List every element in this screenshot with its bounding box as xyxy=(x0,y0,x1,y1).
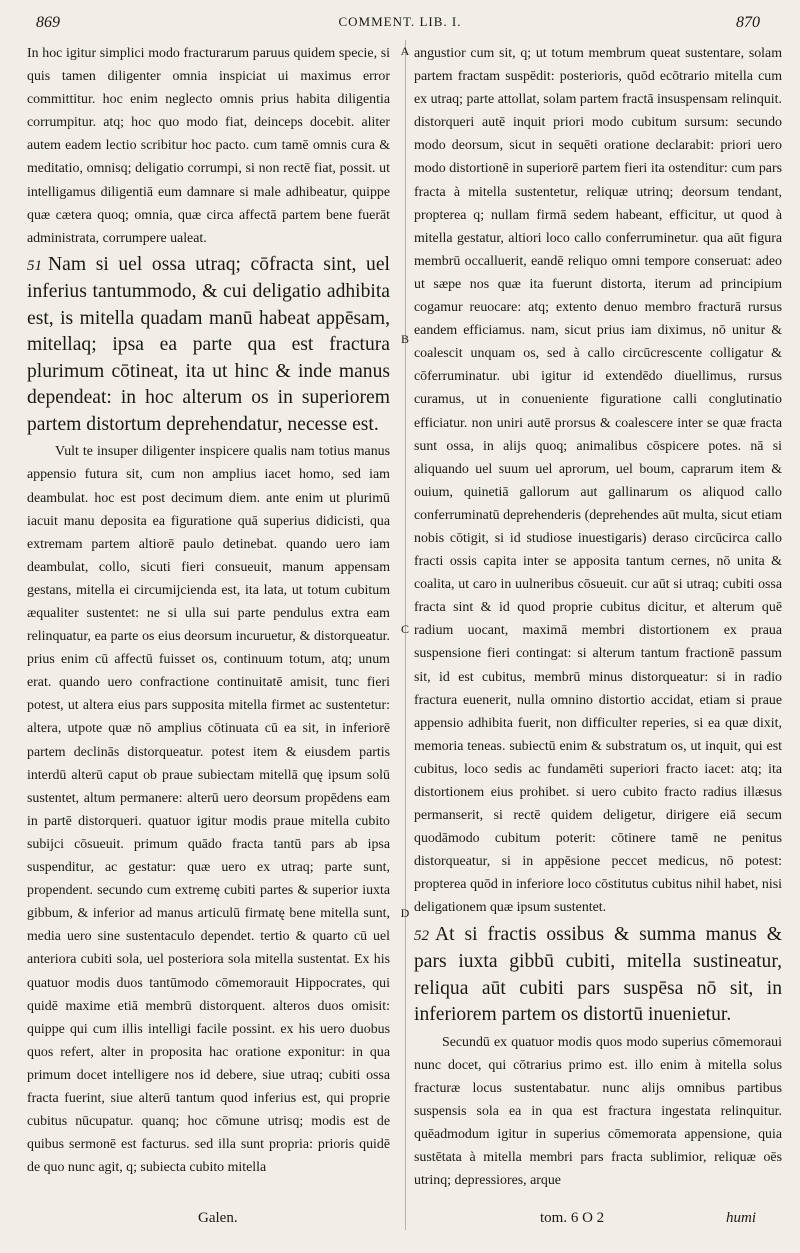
right-paragraph-3: Secundū ex quatuor modis quos modo superius cōmemoraui nunc docet, qui cōtrarius primo est. illo enim à mitella solus fracturæ locus sustentabatur. nunc alijs omnibus partibus suspensis sola ea in qua est fractura ingestata relinquitur. quēadmodum igitur in superius cōmemorata appensione, quia sustētata à mitella membri pars fracta sublimior, reliquæ oēs utrinq; depressiores, arque xyxy=(414,1034,782,1189)
signature-mark: tom. 6 O 2 xyxy=(540,1210,605,1226)
left-column xyxy=(27,42,390,1232)
right-lemma xyxy=(414,922,782,1029)
left-paragraph-3: Vult te insuper diligenter inspicere qualis nam totius manus appensio futura sit, cum non amplius iacet homo, sed iam deambulat. hoc est post decimum diem. ante enim ut plurimū iacuit manu deposita ea figuratione quā superius didicisti, qua extremam partem altiorē paulo detinebat. quando uero iam deambulat, collo, sicuti fieri consueuit, manum appensam gestans, mitella ei circumijcienda est, ita lata, ut totum cubitum æqualiter sustentet: ne si ulla sui parte pendulus extra eam relinquatur, ea parte os eius deorsum incuruetur, & distorqueatur. prius enim cū affectū fuisset os, continuum totum, atq; unum erat. quando uero confractione continuitatē amisit, tunc fieri potest, ut altera eius pars supposita mitella firmet ac sustentetur: altera, utpote quæ nō amplius cōtinuata cū ea sit, in inferiorē partem declinās distorqueatur. potest item & eiusdem partis interdū alterū caput ob praue subiectam mitellā quę ipsum solū sustentet, altum permanere: alterū uero deorsum propēdens eam in partē distorqueri. quatuor igitur modis praue mitella cubito subijci cōsueuit. primum quādo fracta tantū pars ab ipsa suspenditur, ac gestatur: quæ uero ex utraq; parte sunt, propendent. secundo cum extremę cubiti partes & superior iuxta gibbum, & inferior ad manus articulū firmatę bene mitella sunt, media uero sine sustentaculo dependet. tertio & quarto cū uel anteriora cubiti sola, uel posteriora sola mitella sustentat. Ex his quatuor modis duos tantūmodo cōmemorauit Hippocrates, qui quidē maxime etiā membrū distorquent. alteros duos omisit: quippe qui cum illis intelligi facile possint. ex his uero duobus quos refert, alter in proposita hac oratione exponitur: in qua primum docet intelligere nos id debere, siue utraq; cubiti ossa fracta fuerint, siue alterū tantum quod inferius est, qui proprie cubitus nūcupatur. quanq; hoc cōmune utrisq; modis est de quibus sermonē est facturus. sed illa sunt propria: prioris quidē de quo nunc agit, q; subiecta cubito mitella xyxy=(27,444,390,1176)
margin-letter-d: D xyxy=(400,906,410,920)
lemma-text: Nam si uel ossa utraq; cōfracta sint, uel inferius tantummodo, & cui deligatio adhibita est, is mitella quadam manū habeat appēsam, mitellaq; ipsa ea parte qua est fractura plurimum cōtineat, ita ut hinc & inde manus dependeat: in hoc alterum os in superiorem partem distortum deprehendatur, necesse est. xyxy=(27,253,390,435)
right-column xyxy=(414,42,782,1232)
right-paragraph-1: angustior cum sit, q; ut totum membrum queat sustentare, solam partem fractam suspēdit: posterioris, quōd ecōtrario mitella cum ex utraq; parte attollat, solam partem fractā insuspensam relinquit. distorqueri autē inquit priori modo cubitum sursum: secundo modo deorsum, sicut in sequēti oratione declarabit: priori uero modo distortionē in superiorē partem fieri ita ostenditur: cum pars fracta à mitella sustentetur, reliquæ utrinq; deorsum tendant, propterea q; nullam firmā sedem habeant, efficitur, ut quod à mitella gestatur, altiori loco callo conferruminetur. qua aūt figura membrū occalluerit, eandē reliquo omni tempore conseruat: adeo ut sæpe nos quæ ita fuerunt distorta, iterum ad principium cogamur reuocare: atq; extento denuo membro fracturā rursus eandem efficiamus. nam, sicut prius iam diximus, nō unitur & coalescit unquam os, sed à callo circūcrescente colligatur & cōferruminatur. ubi igitur id extendēdo diuellimus, rursus curamus, ut in conueniente figuratione calli conglutinatio efficiatur. non uniri autē prorsus & coalescere inter se quæ fracta sunt ossa, in alijs quoq; animalibus cōspicere potes. nā si aliquando uel suum uel aprorum, uel boum, caprarum item & ouium, quinetiā gallorum aut gallinarum os aliquod callo conferruminatū deprehenderis (deprehendes aūt multa, sicut etiam nobis cōtigit, si id studiose inuestigaris) deraso circūcirca callo fracti ossis capita inter se apposita tantum cernes, nō unita & coalita, ut caro in uulneribus cōsueuit. cur aūt si utraq; cubiti ossa fracta sint & id quod proprie cubitus dicitur, et alterum quē radium uocant, maximā membri distortionem ex praua suspensione fieri contingat: si alterum tantum fractionē passum sit, id est cubitus, membrū minus distorqueatur: si in radio fractura euenerit, nulla omnino distortio accidat, etiam si praue appensio adhibita fuerit, non difficulter reperies, si ea quæ dixit, memoria teneas. subiectū enim & substratum os, ut inquit, qui est cubitus, loco sedis ac fundamēti superiori fracto iacet: atq; ita distortionem eius prohibet. si uero cubito fracto radius illæsus permanserit, si rectē quidem deligetur, dirigere eiā secum quodāmodo cubitum poterit: cōtinere tamē ne penitus distorqueatur, si in appēsione peccet medicus, nō potest: propterea quōd in inferiore loco cōstitutus cubitus nihil habet, nisi deligationem quæ ipsum sustentet. xyxy=(414,46,782,916)
left-lemma xyxy=(27,252,390,439)
catchword-right: humi xyxy=(726,1210,756,1226)
catchword-left: Galen. xyxy=(198,1210,238,1226)
page-number-left: 869 xyxy=(36,14,60,31)
margin-letter-c: C xyxy=(400,622,409,636)
left-paragraph-1: In hoc igitur simplici modo fracturarum paruus quidem specie, si quis tamen diligenter omnia inspiciat ui maximus error committitur. hoc enim neglecto omnis prius habita diligentia corrumpitur. atq; hoc quo modo fiat, deinceps docebit. aliter autem eadem lectio scribitur hoc pacto. cum tamē omnis cura & meditatio, omnisq; deligatio corrumpi, si non rectē fiat, possit. ut intelligamus diligentiā eum damnare si male adhibeatur, quippe quæ cætera quoq; omnia, quæ circa affectā partem bene fuerāt administrata, corrumpere ualeat. xyxy=(27,46,390,246)
running-title: COMMENT. LIB. I. xyxy=(338,14,462,29)
page-header xyxy=(0,14,800,40)
page-number-right: 870 xyxy=(736,14,760,31)
margin-letter-b: B xyxy=(400,332,409,346)
lemma-number: 52 xyxy=(414,927,429,944)
page-footer xyxy=(0,1210,800,1236)
margin-letter-a: A xyxy=(400,44,410,58)
lemma-text: At si fractis ossibus & summa manus & pars iuxta gibbū cubiti, mitella sustineatur, reliqua aūt cubiti pars suspēsa nō sit, in inferiorem partem os distortū inuenietur. xyxy=(414,923,782,1026)
lemma-number: 51 xyxy=(27,257,42,274)
